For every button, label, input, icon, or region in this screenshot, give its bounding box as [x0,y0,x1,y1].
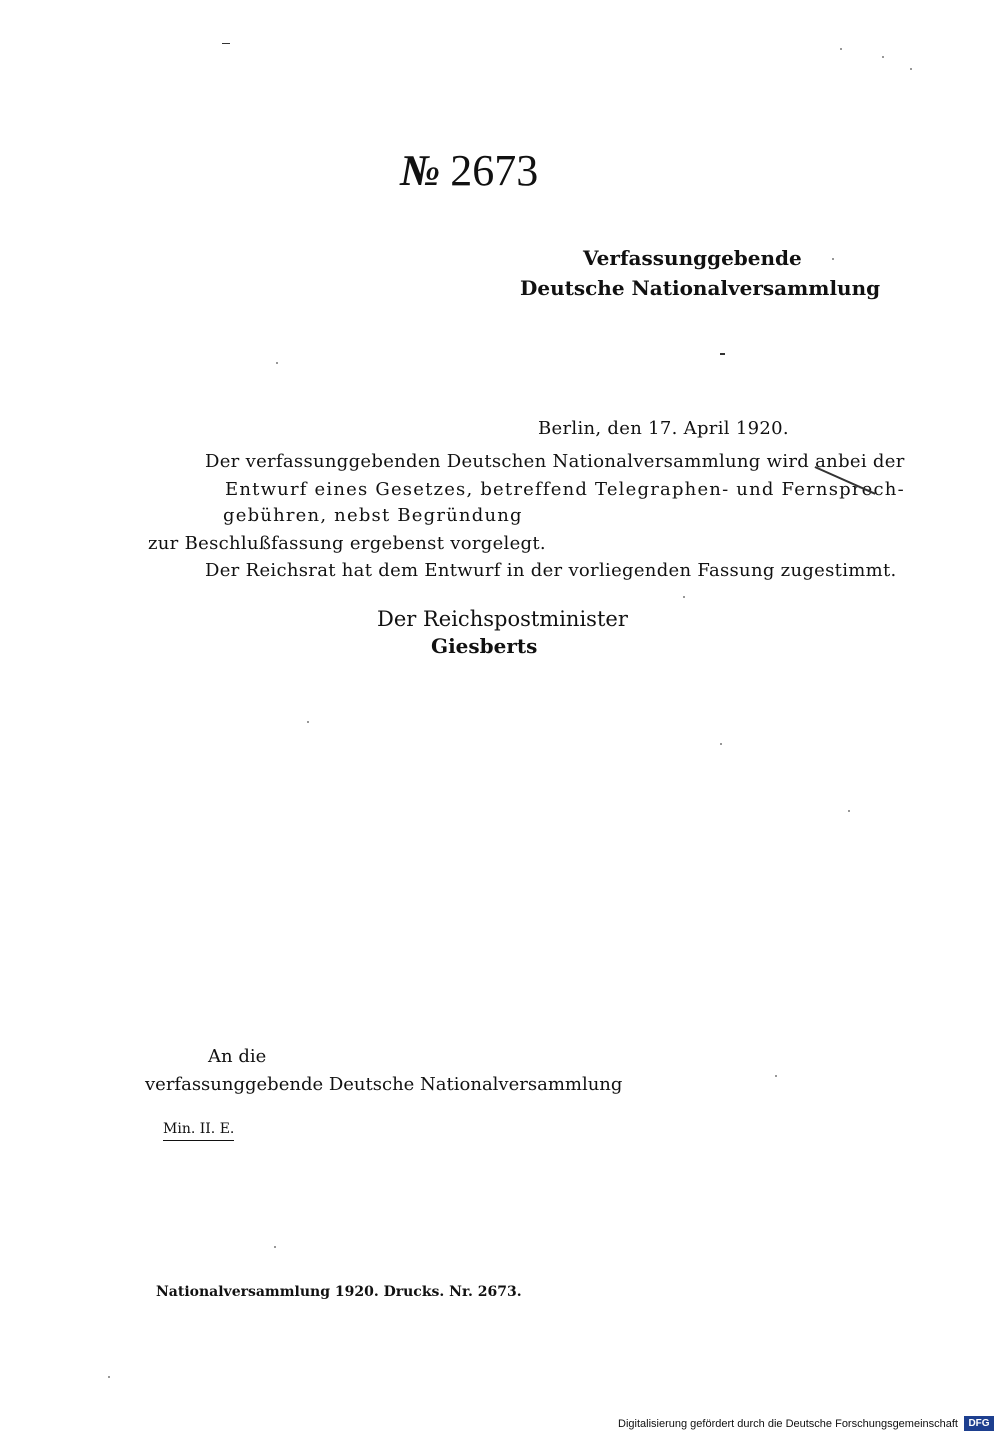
speck [910,68,912,70]
body-line: Der Reichsrat hat dem Entwurf in der vorliegenden Fassung zugestimmt. [205,560,897,581]
header-mark [222,43,230,44]
addressee-line-1: An die [208,1046,267,1067]
speck [848,810,850,812]
speck [882,56,884,58]
dfg-logo-icon: DFG [964,1416,994,1431]
speck [832,258,834,260]
date-line: Berlin, den 17. April 1920. [538,418,789,439]
speck [307,721,309,723]
reference-mark: Min. II. E. [163,1121,234,1141]
speck [775,1075,777,1077]
body-line: Entwurf eines Gesetzes, betreffend Telegraphen- und Fernsprech- [225,479,905,500]
issuer-line-1: Verfassunggebende [583,246,802,270]
margin-mark [720,353,725,355]
issuer-line-2: Deutsche Nationalversammlung [520,276,881,300]
print-footer: Nationalversammlung 1920. Drucks. Nr. 2673. [156,1284,522,1300]
speck [276,362,278,364]
signer-title: Der Reichspostminister [377,607,628,631]
speck [683,596,685,598]
speck [274,1246,276,1248]
body-line: gebühren, nebst Begründung [223,505,523,526]
document-number-prefix: № [400,146,441,195]
speck [720,743,722,745]
addressee-line-2: verfassunggebende Deutsche Nationalversammlung [145,1074,623,1095]
body-line: zur Beschlußfassung ergebenst vorgelegt. [148,533,546,554]
document-number [400,145,538,196]
document-number-value: 2673 [450,146,539,195]
speck [108,1376,110,1378]
signer-name: Giesberts [431,634,538,658]
digitization-credit: Digitalisierung gefördert durch die Deutsche Forschungsgemeinschaft [618,1418,958,1430]
body-line: Der verfassunggebenden Deutschen Nationalversammlung wird anbei der [205,451,905,472]
speck [840,48,842,50]
